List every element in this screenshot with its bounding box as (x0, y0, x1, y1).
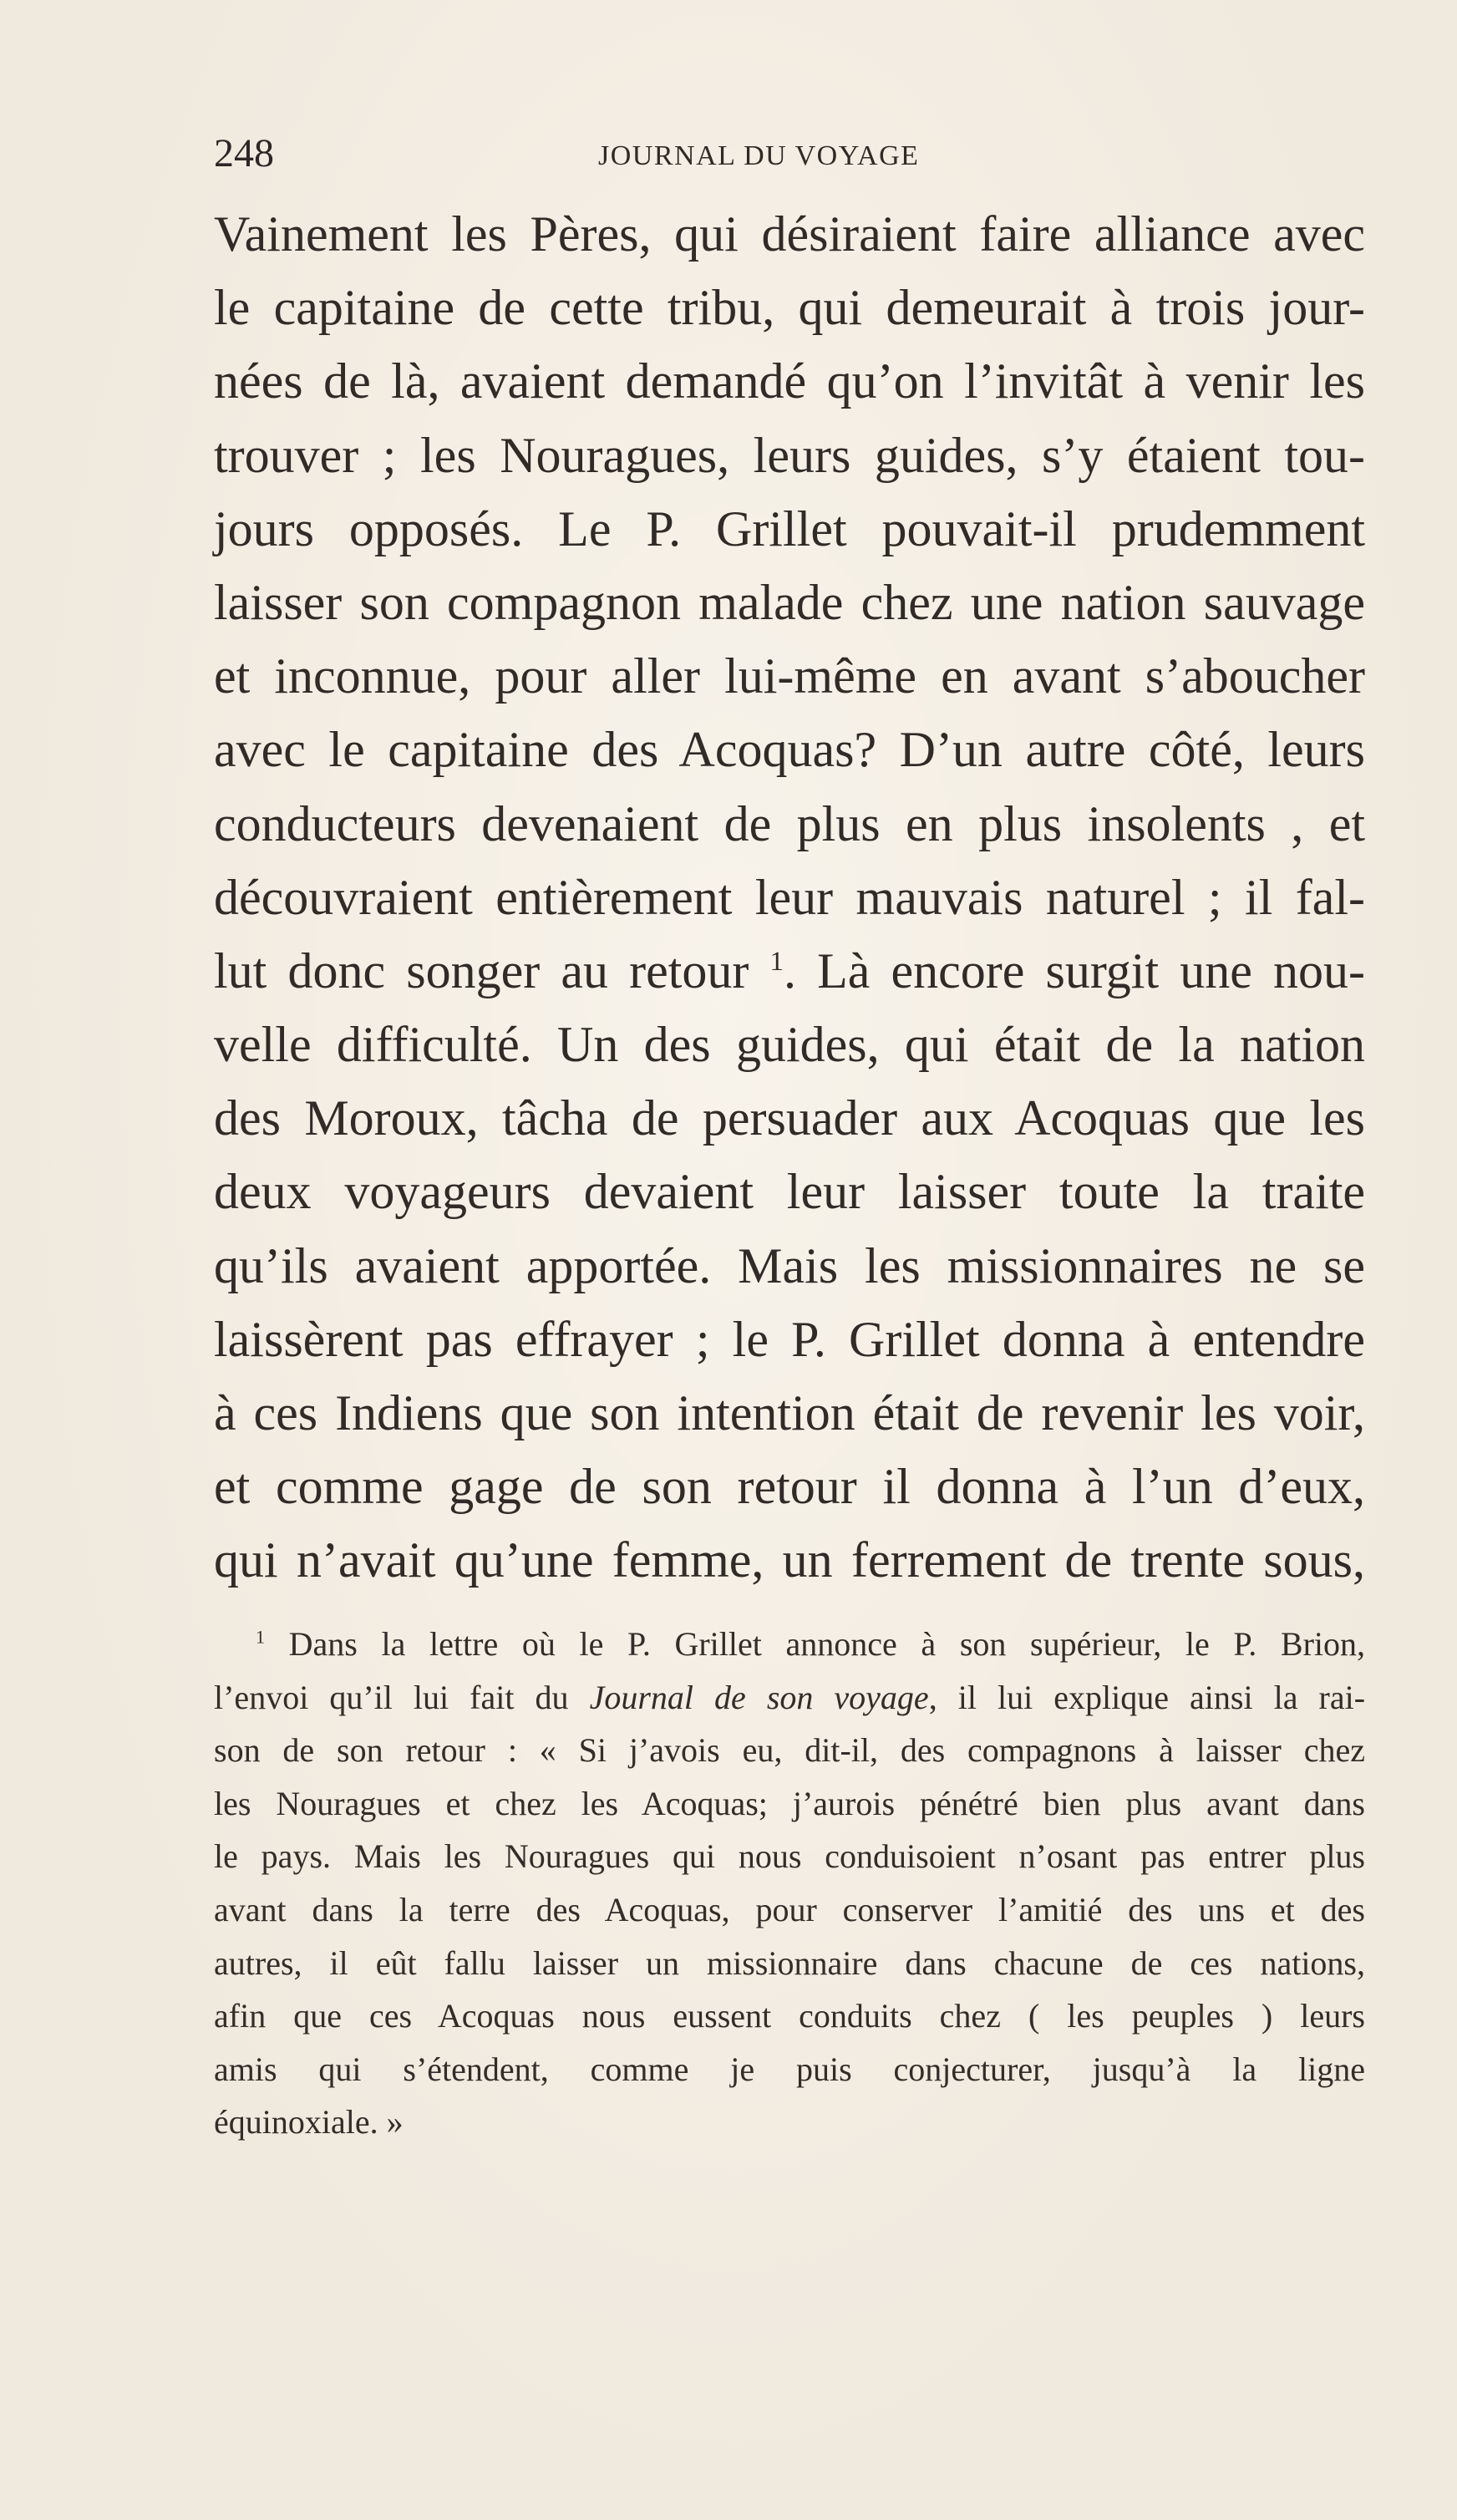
text-line: laissèrent pas effrayer ; le P. Grillet donna à entendre (214, 1311, 1365, 1367)
footnote-line: amis qui s’étendent, comme je puis conjecturer, jusqu’à la ligne (214, 2050, 1365, 2088)
text-line: à ces Indiens que son intention était de revenir les voir, (214, 1385, 1365, 1440)
footnote-line (214, 1671, 1365, 1725)
text-line: jours opposés. Le P. Grillet pouvait-il prudemment (214, 500, 1365, 556)
text-line: laisser son compagnon malade chez une nation sauvage (214, 574, 1365, 630)
text-line-with-note (214, 934, 1365, 1008)
text-line: nées de là, avaient demandé qu’on l’invitât à venir les (214, 353, 1365, 409)
text-line: et inconnue, pour aller lui-même en avant s’aboucher (214, 648, 1365, 704)
page-number: 248 (214, 131, 274, 175)
text-fragment: lut donc songer au retour (214, 942, 749, 998)
footnote (214, 1618, 1365, 2149)
footnote-line: afin que ces Acoquas nous eussent conduits chez ( les peuples ) leurs (214, 1997, 1365, 2035)
footnote-line: son de son retour : « Si j’avois eu, dit-il, des compagnons à laisser chez (214, 1731, 1365, 1770)
text-line: avec le capitaine des Acoquas? D’un autre côté, leurs (214, 722, 1365, 778)
text-line: Vainement les Pères, qui désiraient faire alliance avec (214, 206, 1365, 262)
footnote-line: le pays. Mais les Nouragues qui nous conduisoient n’osant pas entrer plus (214, 1837, 1365, 1876)
footnote-fragment: l’envoi qu’il lui fait du (214, 1678, 590, 1716)
footnote-fragment: , il lui explique ainsi la rai- (928, 1678, 1366, 1716)
footnote-line: autres, il eût fallu laisser un missionnaire dans chacune de ces nations, (214, 1943, 1365, 1982)
text-line: découvraient entièrement leur mauvais naturel ; il fal- (214, 869, 1365, 925)
book-title-italic: Journal de son voyage (589, 1678, 929, 1716)
footnote-line: avant dans la terre des Acoquas, pour conserver l’amitié des uns et des (214, 1890, 1365, 1928)
footnote-line: équinoxiale. » (214, 2103, 404, 2141)
text-line: et comme gage de son retour il donna à l’un d’eux, (214, 1459, 1365, 1515)
text-line: velle difficulté. Un des guides, qui était de la nation (214, 1017, 1365, 1073)
text-line: qui n’avait qu’une femme, un ferrement de trente sous, (214, 1532, 1365, 1588)
running-head: JOURNAL DU VOYAGE (598, 140, 920, 171)
text-line: des Moroux, tâcha de persuader aux Acoquas que les (214, 1090, 1365, 1146)
main-text (214, 197, 1365, 1598)
page-header (214, 129, 1365, 179)
text-line: deux voyageurs devaient leur laisser toute la traite (214, 1164, 1365, 1220)
text-line: le capitaine de cette tribu, qui demeurait à trois jour- (214, 280, 1365, 336)
text-line: conducteurs devenaient de plus en plus insolents , et (214, 795, 1365, 851)
text-line: qu’ils avaient apportée. Mais les missionnaires ne se (214, 1237, 1365, 1293)
footnote-line: les Nouragues et chez les Acoquas; j’aurois pénétré bien plus avant dans (214, 1784, 1365, 1822)
text-line: trouver ; les Nouragues, leurs guides, s’y étaient tou- (214, 427, 1365, 483)
footnote-fragment: Dans la lettre où le P. Grillet annonce à son supérieur, le P. Brion, (288, 1625, 1366, 1663)
footnote-reference: 1 (769, 946, 784, 977)
footnote-marker: 1 (256, 1626, 265, 1648)
footnote-line (214, 1618, 1365, 1671)
text-fragment: . Là encore surgit une nou- (784, 942, 1366, 998)
